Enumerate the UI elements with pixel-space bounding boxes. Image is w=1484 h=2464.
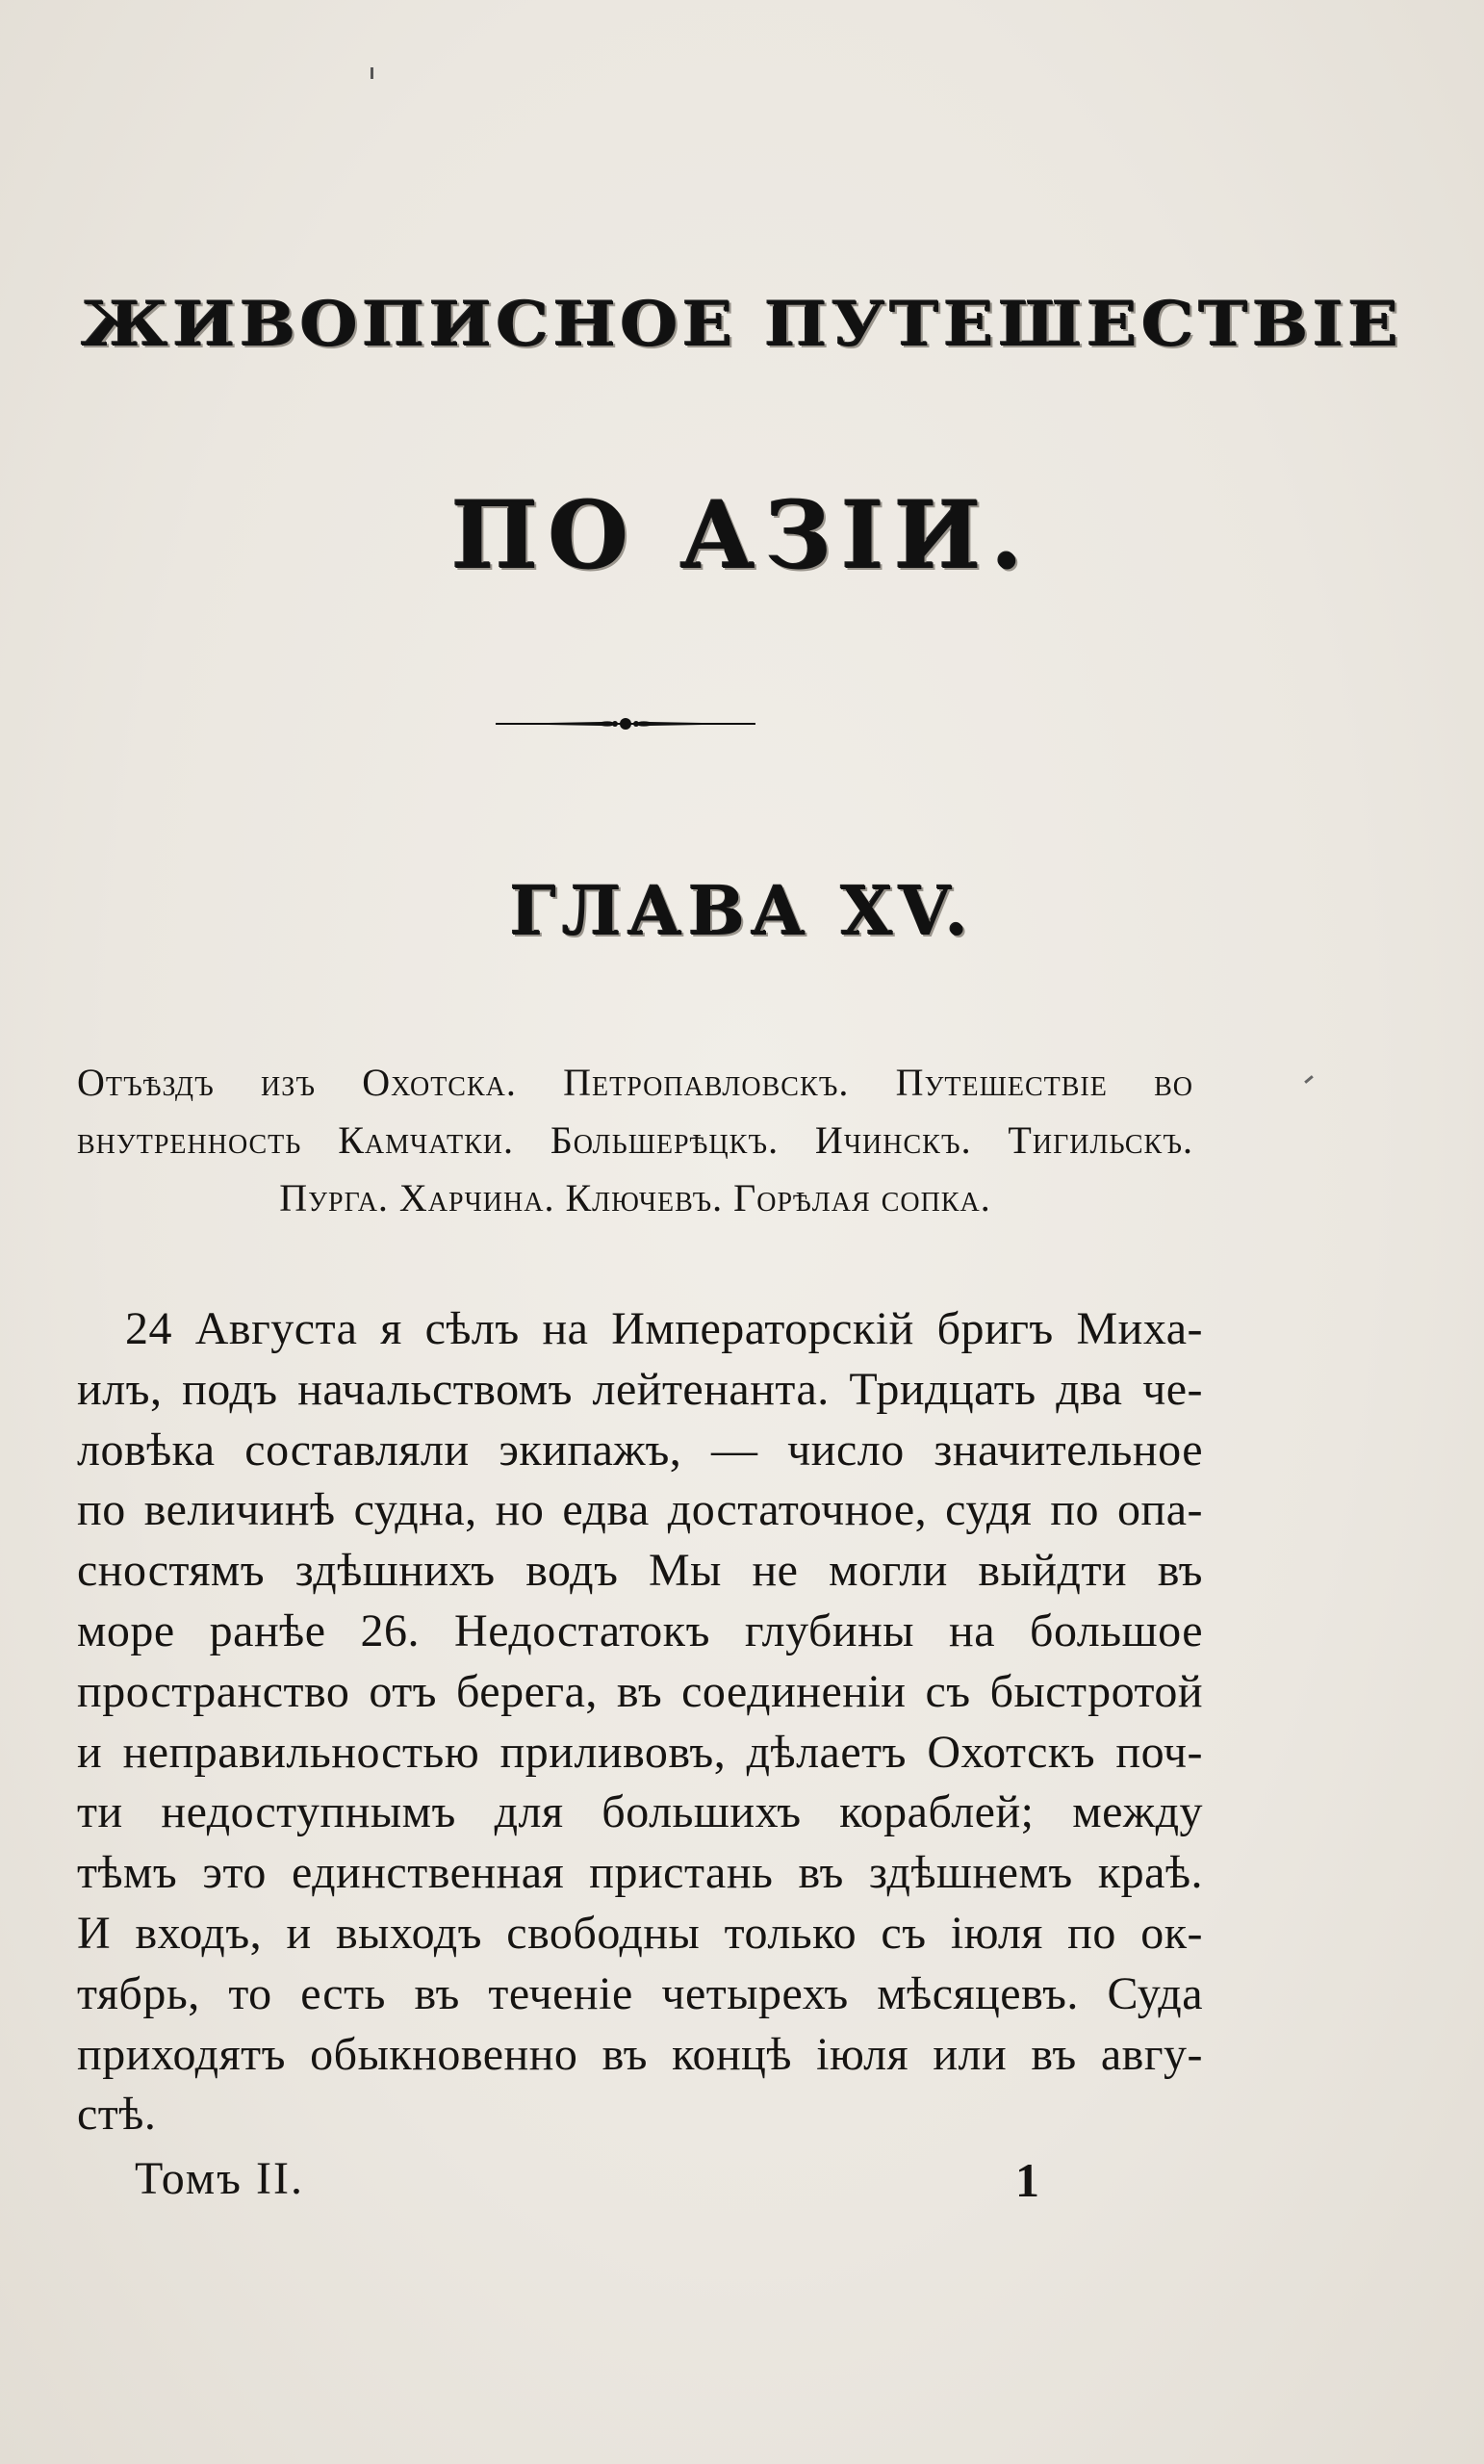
body-line: ловѣка составляли экипажъ, — число значительное — [77, 1424, 1203, 1476]
body-line: по величинѣ судна, но едва достаточное, судя по опа- — [77, 1484, 1203, 1536]
page-number: 1 — [1015, 2153, 1039, 2207]
summary-line: Пурга. Харчина. Ключевъ. Горѣлая сопка. — [279, 1176, 991, 1219]
body-line: море ранѣе 26. Недостатокъ глубины на большое — [77, 1604, 1203, 1656]
summary-line: Отъѣздъ изъ Охотска. Петропавловскъ. Путешествіе во — [77, 1061, 1193, 1104]
body-line: тѣмъ это единственная пристань въ здѣшнемъ краѣ. — [77, 1847, 1203, 1899]
body-line: и неправильностью приливовъ, дѣлаетъ Охотскъ поч- — [77, 1726, 1203, 1778]
body-line: ти недоступнымъ для большихъ кораблей; между — [77, 1786, 1203, 1838]
pencil-mark — [371, 67, 373, 79]
summary-line: внутренность Камчатки. Большерѣцкъ. Ичинскъ. Тигильскъ. — [77, 1118, 1193, 1162]
body-line: стѣ. — [77, 2089, 157, 2141]
chapter-heading: ГЛАВА XV. — [509, 871, 975, 951]
body-line: 24 Августа я сѣлъ на Императорскій бригъ Миха- — [125, 1303, 1203, 1354]
ornamental-rule — [496, 712, 755, 735]
volume-label: Томъ II. — [135, 2153, 304, 2204]
body-line: И входъ, и выходъ свободны только съ іюля по ок- — [77, 1907, 1203, 1959]
body-line: приходятъ обыкновенно въ концѣ іюля или въ авгу- — [77, 2028, 1203, 2080]
body-line: пространство отъ берега, въ соединеніи съ быстротой — [77, 1665, 1203, 1717]
pencil-mark — [1304, 1075, 1314, 1084]
title-line-1: ЖИВОПИСНОЕ ПУТЕШЕСТВІЕ — [81, 289, 1403, 361]
chapter-summary — [77, 1054, 1193, 1227]
title-line-2: ПО АЗІИ. — [450, 481, 1034, 590]
body-text — [77, 1299, 1203, 2145]
body-line: сностямъ здѣшнихъ водъ Мы не могли выйдти въ — [77, 1545, 1203, 1597]
body-line: илъ, подъ начальствомъ лейтенанта. Тридцать два че- — [77, 1363, 1203, 1415]
body-line: тябрь, то есть въ теченіе четырехъ мѣсяцевъ. Суда — [77, 1967, 1203, 2019]
